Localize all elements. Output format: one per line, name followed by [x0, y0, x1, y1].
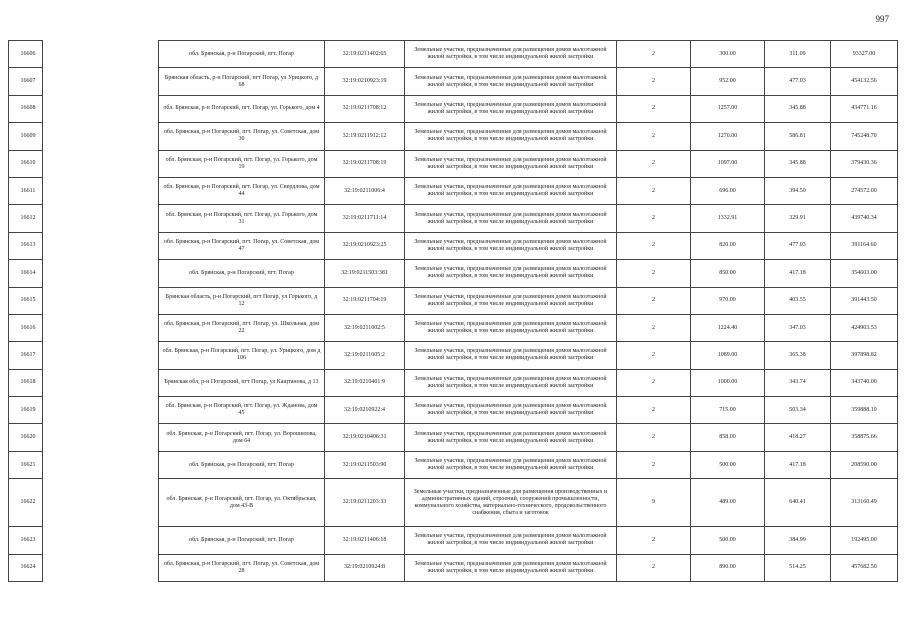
cell-id: 16624 — [9, 554, 43, 581]
table-row — [9, 177, 898, 204]
cell-gap — [43, 150, 159, 177]
cell-specific-value: 403.55 — [765, 287, 831, 314]
cell-area: 850.00 — [691, 260, 765, 287]
cell-area: 1089.00 — [691, 342, 765, 369]
cell-id: 16611 — [9, 177, 43, 204]
cell-gap — [43, 205, 159, 232]
cell-cadastral-value: 313160.49 — [831, 479, 898, 527]
cell-address: обл. Брянская, р-н Погарский, пгт. Погар — [159, 451, 325, 478]
cell-group: 2 — [617, 177, 691, 204]
cell-group: 2 — [617, 205, 691, 232]
cell-address: Брянская обл, р-н Погарский, пгт Погар, ул Кащтанова, д 13 — [159, 369, 325, 396]
cell-land-use: Земельные участки, предназначенные для размещения домов малоэтажной жилой застройки, в том числе индивидуальной жилой застройки — [405, 369, 617, 396]
cell-address: обл. Брянская, р-н Погарский, пгт. Погар, ул. Советская, дом 30 — [159, 123, 325, 150]
cell-specific-value: 384.99 — [765, 527, 831, 554]
cell-cadastral-value: 397898.82 — [831, 342, 898, 369]
cell-gap — [43, 397, 159, 424]
cell-cadastral-number: 32:19:0211203:33 — [325, 479, 405, 527]
cell-address: обл. Брянская, р-н Погарский, пгт. Погар, ул. Октябрьская, дом 43-В — [159, 479, 325, 527]
cell-specific-value: 345.88 — [765, 95, 831, 122]
cell-area: 500.00 — [691, 527, 765, 554]
cell-cadastral-number: 32:19:0210401:9 — [325, 369, 405, 396]
cell-group: 2 — [617, 527, 691, 554]
cell-cadastral-number: 32:19:0211006:4 — [325, 177, 405, 204]
cell-address: Брянская область, р-н Погарский, пгт Погар, ул Горького, д 12 — [159, 287, 325, 314]
cell-land-use: Земельные участки, предназначенные для размещения домов малоэтажной жилой застройки, в том числе индивидуальной жилой застройки — [405, 287, 617, 314]
cell-group: 2 — [617, 554, 691, 581]
cell-specific-value: 329.91 — [765, 205, 831, 232]
cell-gap — [43, 527, 159, 554]
cell-specific-value: 417.18 — [765, 260, 831, 287]
cell-group: 2 — [617, 123, 691, 150]
table-row — [9, 205, 898, 232]
cell-gap — [43, 369, 159, 396]
table-row — [9, 397, 898, 424]
cell-address: обл. Брянская, р-н Погарский, пгт. Погар, ул. Ворошилова, дом 64 — [159, 424, 325, 451]
table-row — [9, 41, 898, 68]
cell-cadastral-value: 391164.60 — [831, 232, 898, 259]
cell-cadastral-value: 93327.00 — [831, 41, 898, 68]
cell-cadastral-number: 32:19:0211605:2 — [325, 342, 405, 369]
cell-area: 1270.00 — [691, 123, 765, 150]
cell-group: 2 — [617, 95, 691, 122]
cell-cadastral-value: 354603.00 — [831, 260, 898, 287]
cell-cadastral-value: 457682.50 — [831, 554, 898, 581]
table-row — [9, 451, 898, 478]
cell-specific-value: 503.34 — [765, 397, 831, 424]
table-row — [9, 68, 898, 95]
cell-cadastral-number: 32:19:0211002:5 — [325, 314, 405, 341]
cell-cadastral-number: 32:19:0211708:12 — [325, 95, 405, 122]
table-row — [9, 369, 898, 396]
table-row — [9, 95, 898, 122]
cell-address: обл. Брянская, р-н Погарский, пгт. Погар, ул. Школьная, дом 22 — [159, 314, 325, 341]
cell-specific-value: 417.18 — [765, 451, 831, 478]
cell-specific-value: 418.27 — [765, 424, 831, 451]
cell-area: 500.00 — [691, 451, 765, 478]
cell-specific-value: 345.88 — [765, 150, 831, 177]
cell-id: 16612 — [9, 205, 43, 232]
cell-cadastral-value: 379430.36 — [831, 150, 898, 177]
cell-cadastral-number: 32:19:0211704:19 — [325, 287, 405, 314]
cell-specific-value: 394.50 — [765, 177, 831, 204]
cell-area: 489.00 — [691, 479, 765, 527]
cell-gap — [43, 287, 159, 314]
cell-address: обл. Брянская, р-н Погарский, пгт. Погар — [159, 260, 325, 287]
cell-specific-value: 343.74 — [765, 369, 831, 396]
cell-id: 16622 — [9, 479, 43, 527]
cell-id: 16616 — [9, 314, 43, 341]
cell-id: 16619 — [9, 397, 43, 424]
cell-land-use: Земельные участки, предназначенные для размещения домов малоэтажной жилой застройки, в том числе индивидуальной жилой застройки — [405, 527, 617, 554]
cell-id: 16609 — [9, 123, 43, 150]
cell-land-use: Земельные участки, предназначенные для размещения производственных и административных зданий, строений, сооружений промышленности, коммунального хозяйства, материально-технического, продовольственного снабжения, сбыта и заготовок — [405, 479, 617, 527]
cell-cadastral-value: 439740.34 — [831, 205, 898, 232]
cell-land-use: Земельные участки, предназначенные для размещения домов малоэтажной жилой застройки, в том числе индивидуальной жилой застройки — [405, 342, 617, 369]
cell-land-use: Земельные участки, предназначенные для размещения домов малоэтажной жилой застройки, в том числе индивидуальной жилой застройки — [405, 150, 617, 177]
cell-area: 970.00 — [691, 287, 765, 314]
cell-address: обл. Брянская, р-н Погарский, пгт. Погар, ул. Горького, дом 4 — [159, 95, 325, 122]
cell-area: 858.00 — [691, 424, 765, 451]
page-number: 997 — [875, 14, 889, 24]
cell-address: Брянская область, р-н Погарский, пгт Погар, ул Урицкого, д 68 — [159, 68, 325, 95]
cell-group: 2 — [617, 260, 691, 287]
cell-gap — [43, 68, 159, 95]
cell-land-use: Земельные участки, предназначенные для размещения домов малоэтажной жилой застройки, в том числе индивидуальной жилой застройки — [405, 232, 617, 259]
cell-gap — [43, 314, 159, 341]
cell-land-use: Земельные участки, предназначенные для размещения домов малоэтажной жилой застройки, в том числе индивидуальной жилой застройки — [405, 68, 617, 95]
cell-address: обл. Брянская, р-н Погарский, пгт. Погар, ул. Советская, дом 28 — [159, 554, 325, 581]
cell-cadastral-number: 32:19:0210924:8 — [325, 554, 405, 581]
cell-cadastral-number: 32:19:0211912:12 — [325, 123, 405, 150]
cell-gap — [43, 177, 159, 204]
table-body — [9, 41, 898, 582]
cell-address: обл. Брянская, р-н Погарский, пгт. Погар — [159, 41, 325, 68]
table-row — [9, 554, 898, 581]
cell-gap — [43, 232, 159, 259]
cell-area: 696.00 — [691, 177, 765, 204]
cell-area: 300.00 — [691, 41, 765, 68]
table-row — [9, 479, 898, 527]
table-row — [9, 314, 898, 341]
cell-cadastral-value: 343740.00 — [831, 369, 898, 396]
cell-id: 16610 — [9, 150, 43, 177]
cell-cadastral-value: 358875.66 — [831, 424, 898, 451]
cell-specific-value: 477.03 — [765, 68, 831, 95]
cell-id: 16606 — [9, 41, 43, 68]
cell-cadastral-number: 32:19:0211402:65 — [325, 41, 405, 68]
cell-cadastral-value: 274572.00 — [831, 177, 898, 204]
cell-group: 2 — [617, 287, 691, 314]
cell-cadastral-number: 32:19:0211711:14 — [325, 205, 405, 232]
cell-group: 2 — [617, 424, 691, 451]
cell-gap — [43, 95, 159, 122]
cell-id: 16620 — [9, 424, 43, 451]
cell-address: обл. Брянская, р-н Погарский, пгт. Погар, ул. Жданова, дом 45 — [159, 397, 325, 424]
cell-group: 9 — [617, 479, 691, 527]
cell-land-use: Земельные участки, предназначенные для размещения домов малоэтажной жилой застройки, в том числе индивидуальной жилой застройки — [405, 205, 617, 232]
cell-id: 16614 — [9, 260, 43, 287]
cell-gap — [43, 123, 159, 150]
cell-cadastral-value: 192495.00 — [831, 527, 898, 554]
cell-id: 16613 — [9, 232, 43, 259]
cell-cadastral-value: 391443.50 — [831, 287, 898, 314]
cell-group: 2 — [617, 397, 691, 424]
cell-area: 1000.00 — [691, 369, 765, 396]
cell-gap — [43, 260, 159, 287]
cell-gap — [43, 41, 159, 68]
cell-cadastral-number: 32:19:0211503:381 — [325, 260, 405, 287]
cell-group: 2 — [617, 68, 691, 95]
cell-specific-value: 640.41 — [765, 479, 831, 527]
cell-id: 16615 — [9, 287, 43, 314]
table-row — [9, 342, 898, 369]
cell-cadastral-number: 32:19:0211503:90 — [325, 451, 405, 478]
cell-group: 2 — [617, 369, 691, 396]
cell-group: 2 — [617, 41, 691, 68]
cell-gap — [43, 451, 159, 478]
cell-specific-value: 365.38 — [765, 342, 831, 369]
cell-address: обл. Брянская, р-н Погарский, пгт. Погар — [159, 527, 325, 554]
cell-group: 2 — [617, 451, 691, 478]
cell-id: 16618 — [9, 369, 43, 396]
cell-area: 952.00 — [691, 68, 765, 95]
cell-cadastral-number: 32:19:0210923:25 — [325, 232, 405, 259]
cell-group: 2 — [617, 342, 691, 369]
table-row — [9, 287, 898, 314]
cell-land-use: Земельные участки, предназначенные для размещения домов малоэтажной жилой застройки, в том числе индивидуальной жилой застройки — [405, 123, 617, 150]
table-row — [9, 260, 898, 287]
cell-land-use: Земельные участки, предназначенные для размещения домов малоэтажной жилой застройки, в том числе индивидуальной жилой застройки — [405, 554, 617, 581]
cell-address: обл. Брянская, р-н Погарский, пгт. Погар, ул. Горького, дом 31 — [159, 205, 325, 232]
cell-specific-value: 477.03 — [765, 232, 831, 259]
cell-id: 16621 — [9, 451, 43, 478]
cell-group: 2 — [617, 314, 691, 341]
cell-land-use: Земельные участки, предназначенные для размещения домов малоэтажной жилой застройки, в том числе индивидуальной жилой застройки — [405, 451, 617, 478]
table-row — [9, 424, 898, 451]
cell-id: 16617 — [9, 342, 43, 369]
cell-specific-value: 586.81 — [765, 123, 831, 150]
cell-cadastral-value: 745248.70 — [831, 123, 898, 150]
cell-land-use: Земельные участки, предназначенные для размещения домов малоэтажной жилой застройки, в том числе индивидуальной жилой застройки — [405, 41, 617, 68]
cell-cadastral-number: 32:19:0210923:19 — [325, 68, 405, 95]
cell-gap — [43, 479, 159, 527]
cell-area: 1257.00 — [691, 95, 765, 122]
cell-land-use: Земельные участки, предназначенные для размещения домов малоэтажной жилой застройки, в том числе индивидуальной жилой застройки — [405, 424, 617, 451]
cell-land-use: Земельные участки, предназначенные для размещения домов малоэтажной жилой застройки, в том числе индивидуальной жилой застройки — [405, 260, 617, 287]
cell-cadastral-value: 208590.00 — [831, 451, 898, 478]
cell-area: 1332.91 — [691, 205, 765, 232]
cell-gap — [43, 342, 159, 369]
cell-group: 2 — [617, 150, 691, 177]
table-row — [9, 232, 898, 259]
cell-cadastral-value: 359888.10 — [831, 397, 898, 424]
cell-specific-value: 514.25 — [765, 554, 831, 581]
land-registry-table — [8, 40, 898, 582]
table-row — [9, 527, 898, 554]
cell-id: 16608 — [9, 95, 43, 122]
cell-cadastral-number: 32:19:0211708:19 — [325, 150, 405, 177]
cell-group: 2 — [617, 232, 691, 259]
table-row — [9, 123, 898, 150]
cell-address: обл. Брянская, р-н Погарский, пгт. Погар, ул. Горького, дом 19 — [159, 150, 325, 177]
cell-land-use: Земельные участки, предназначенные для размещения домов малоэтажной жилой застройки, в том числе индивидуальной жилой застройки — [405, 95, 617, 122]
cell-area: 890.00 — [691, 554, 765, 581]
cell-id: 16607 — [9, 68, 43, 95]
cell-address: обл. Брянская, р-н Погарский, пгт. Погар, ул. Советская, дом 47 — [159, 232, 325, 259]
cell-cadastral-value: 424903.53 — [831, 314, 898, 341]
cell-area: 1097.00 — [691, 150, 765, 177]
cell-specific-value: 311.09 — [765, 41, 831, 68]
cell-area: 715.00 — [691, 397, 765, 424]
cell-cadastral-value: 434771.16 — [831, 95, 898, 122]
cell-cadastral-number: 32:19:0210406:31 — [325, 424, 405, 451]
cell-area: 1224.40 — [691, 314, 765, 341]
cell-cadastral-value: 454132.56 — [831, 68, 898, 95]
cell-land-use: Земельные участки, предназначенные для размещения домов малоэтажной жилой застройки, в том числе индивидуальной жилой застройки — [405, 397, 617, 424]
cell-cadastral-number: 32:19:0210922:4 — [325, 397, 405, 424]
cell-specific-value: 347.03 — [765, 314, 831, 341]
cell-address: обл. Брянская, р-н Погарский, пгт. Погар, ул. Урицкого, дом д 106 — [159, 342, 325, 369]
cell-gap — [43, 424, 159, 451]
table-row — [9, 150, 898, 177]
cell-id: 16623 — [9, 527, 43, 554]
cell-gap — [43, 554, 159, 581]
cell-area: 820.00 — [691, 232, 765, 259]
cell-land-use: Земельные участки, предназначенные для размещения домов малоэтажной жилой застройки, в том числе индивидуальной жилой застройки — [405, 177, 617, 204]
cell-address: обл. Брянская, р-н Погарский, пгт. Погар, ул. Свердлова, дом 44 — [159, 177, 325, 204]
cell-cadastral-number: 32:19:0211406:18 — [325, 527, 405, 554]
cell-land-use: Земельные участки, предназначенные для размещения домов малоэтажной жилой застройки, в том числе индивидуальной жилой застройки — [405, 314, 617, 341]
